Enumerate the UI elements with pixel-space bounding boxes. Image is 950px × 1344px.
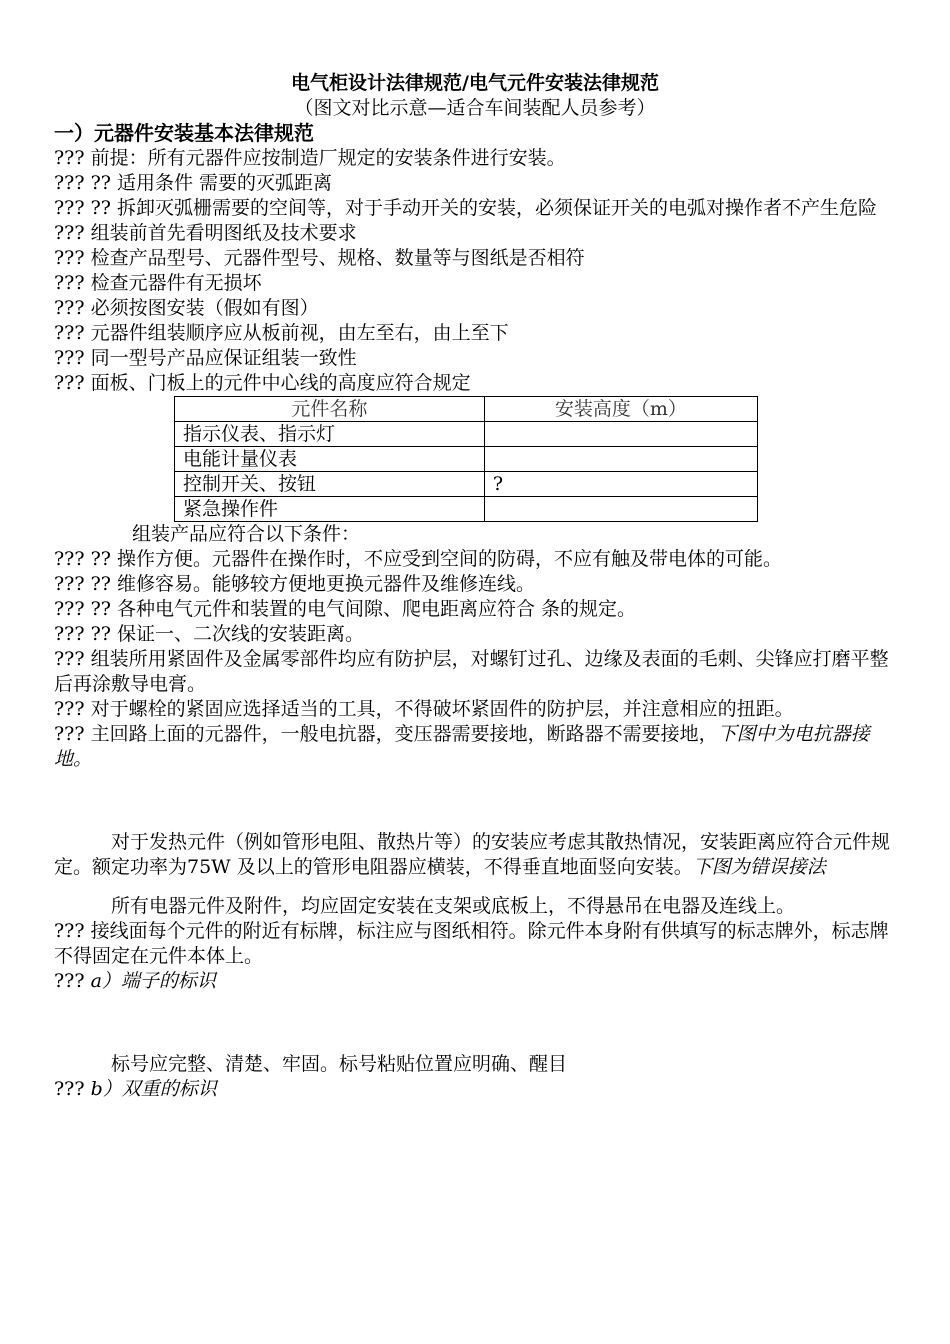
paragraph-line: ??? ?? 操作方便。元器件在操作时，不应受到空间的防碍，不应有触及带电体的可能。 bbox=[54, 548, 783, 570]
double-caption: b）双重的标识 bbox=[90, 1078, 217, 1100]
table-header-name: 元件名称 bbox=[175, 397, 485, 422]
paragraph-line: ??? 同一型号产品应保证组装一致性 bbox=[54, 347, 357, 369]
paragraph-line: ??? ?? 拆卸灭弧栅需要的空间等，对于手动开关的安装，必须保证开关的电弧对操作者不产生危险 bbox=[54, 197, 878, 219]
double-prefix: ??? bbox=[54, 1078, 91, 1100]
document-title: 电气柜设计法律规范/电气元件安装法律规范 bbox=[291, 72, 659, 94]
table-cell bbox=[484, 447, 757, 472]
table-cell: 电能计量仪表 bbox=[175, 447, 485, 472]
paragraph-line: ??? 面板、门板上的元件中心线的高度应符合规定 bbox=[54, 372, 471, 394]
table-row bbox=[175, 497, 758, 522]
paragraph-line: ??? ?? 适用条件 需要的灭弧距离 bbox=[54, 172, 333, 194]
figure-placeholder bbox=[54, 994, 896, 1052]
table-row bbox=[175, 447, 758, 472]
terminal-heading bbox=[54, 969, 896, 994]
paragraph-line: ??? 检查产品型号、元器件型号、规格、数量等与图纸是否相符 bbox=[54, 247, 585, 269]
table-cell: 控制开关、按钮 bbox=[175, 472, 485, 497]
spacer bbox=[54, 880, 896, 894]
terminal-caption: a）端子的标识 bbox=[90, 970, 216, 992]
paragraph-line: ??? ?? 保证一、二次线的安装距离。 bbox=[54, 623, 365, 645]
mount-paragraph: 所有电器元件及附件，均应固定安装在支架或底板上，不得悬吊在电器及连线上。 bbox=[111, 895, 796, 917]
heat-paragraph bbox=[54, 830, 896, 880]
paragraph-line: ??? 组装所用紧固件及金属零部件均应有防护层，对螺钉过孔、边缘及表面的毛刺、尖锋应打磨平整后再涂敷导电膏。 bbox=[54, 648, 889, 695]
grounding-caption: 下图中为电抗器接地。 bbox=[54, 723, 870, 770]
table-cell bbox=[484, 497, 757, 522]
double-heading bbox=[54, 1077, 896, 1102]
table-row bbox=[175, 472, 758, 497]
table-cell bbox=[484, 422, 757, 447]
height-table bbox=[174, 396, 758, 522]
document-page bbox=[54, 70, 896, 1102]
terminal-prefix: ??? bbox=[54, 970, 91, 992]
heat-caption: 下图为错误接法 bbox=[692, 856, 826, 878]
figure-placeholder bbox=[54, 772, 896, 830]
heat-text: 对于发热元件（例如管形电阻、散热片等）的安装应考虑其散热情况，安装距离应符合元件规定。额定功率为75W 及以上的管形电阻器应横装，不得垂直地面竖向安装。 bbox=[54, 831, 891, 878]
table-row bbox=[175, 422, 758, 447]
paragraph-line: ??? 元器件组装顺序应从板前视，由左至右，由上至下 bbox=[54, 322, 509, 344]
grounding-paragraph bbox=[54, 722, 896, 772]
paragraph-line: ??? ?? 各种电气元件和装置的电气间隙、爬电距离应符合 条的规定。 bbox=[54, 598, 637, 620]
paragraph-line: ??? 检查元器件有无损坏 bbox=[54, 272, 262, 294]
table-cell: ? bbox=[484, 472, 757, 497]
grounding-text: ??? 主回路上面的元器件，一般电抗器，变压器需要接地，断路器不需要接地， bbox=[54, 723, 718, 745]
table-cell: 指示仪表、指示灯 bbox=[175, 422, 485, 447]
paragraph-line: ??? 必须按图安装（假如有图） bbox=[54, 297, 319, 319]
marking-paragraph: 标号应完整、清楚、牢固。标号粘贴位置应明确、醒目 bbox=[111, 1053, 568, 1075]
conditions-intro: 组装产品应符合以下条件： bbox=[132, 523, 361, 545]
section-heading: 一）元器件安装基本法律规范 bbox=[54, 121, 314, 145]
paragraph-line: ??? 组装前首先看明图纸及技术要求 bbox=[54, 222, 357, 244]
document-subtitle: （图文对比示意—适合车间装配人员参考） bbox=[294, 97, 656, 119]
table-cell: 紧急操作件 bbox=[175, 497, 485, 522]
paragraph-line: ??? ?? 维修容易。能够较方便地更换元器件及维修连线。 bbox=[54, 573, 536, 595]
paragraph-line: ??? 对于螺栓的紧固应选择适当的工具，不得破坏紧固件的防护层，并注意相应的扭距。 bbox=[54, 698, 794, 720]
paragraph-line: ??? 前提：所有元器件应按制造厂规定的安装条件进行安装。 bbox=[54, 147, 566, 169]
label-paragraph: ??? 接线面每个元件的附近有标牌，标注应与图纸相符。除元件本身附有供填写的标志牌外，标志牌不得固定在元件本体上。 bbox=[54, 920, 889, 967]
table-header-row bbox=[175, 397, 758, 422]
table-header-height: 安装高度（m） bbox=[484, 397, 757, 422]
